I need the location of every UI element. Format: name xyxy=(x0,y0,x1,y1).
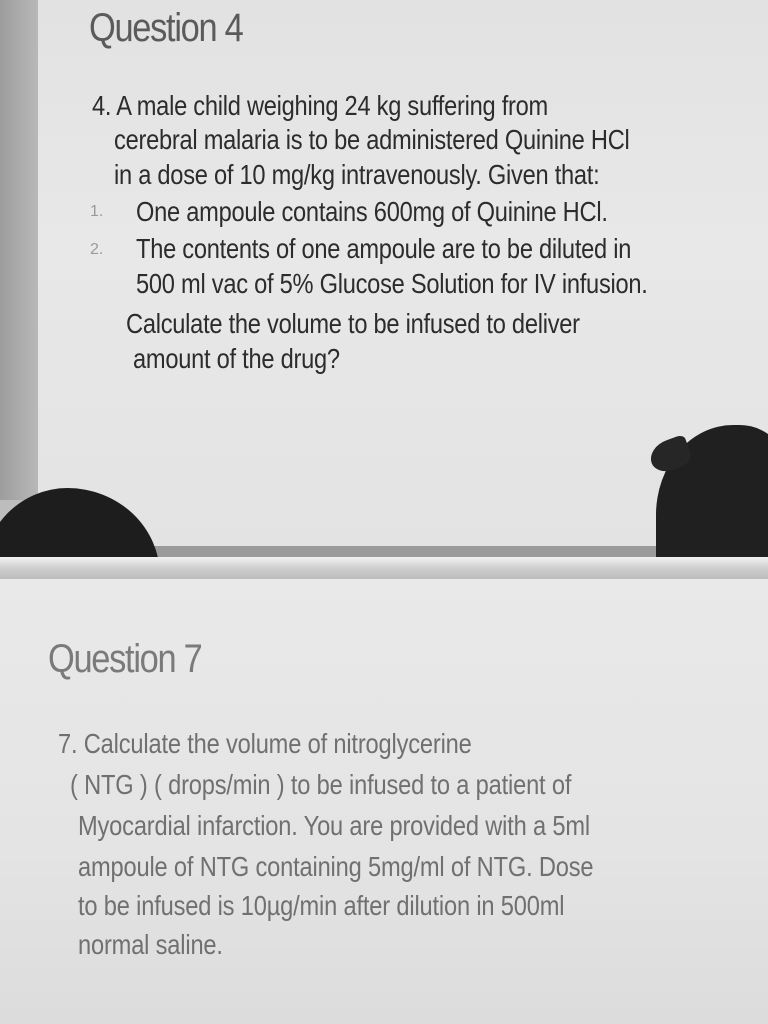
given-item-1-number: 1. xyxy=(90,203,104,220)
screen-top-edge xyxy=(0,557,768,579)
question-7-heading: Question 7 xyxy=(48,637,202,681)
question-7-line-3: Myocardial infarction. You are provided with a 5ml xyxy=(78,810,590,841)
question-7-line-2: ( NTG ) ( drops/min ) to be infused to a patient of xyxy=(70,769,572,800)
question-4-heading: Question 4 xyxy=(89,6,243,50)
question-4-ask-line-1: Calculate the volume to be infused to deliver xyxy=(126,308,580,339)
question-4-line-1: 4. A male child weighing 24 kg suffering from xyxy=(92,90,548,121)
wall-edge xyxy=(0,0,38,500)
question-7-line-6: normal saline. xyxy=(78,929,223,960)
question-7-line-4: ampoule of NTG containing 5mg/ml of NTG. Dose xyxy=(78,851,594,882)
question-4-ask-line-2: amount of the drug? xyxy=(133,343,340,374)
given-item-2-line-2: 500 ml vac of 5% Glucose Solution for IV infusion. xyxy=(136,268,648,299)
given-item-2-line-1: The contents of one ampoule are to be diluted in xyxy=(136,233,632,264)
question-7-line-1: 7. Calculate the volume of nitroglycerine xyxy=(58,728,472,759)
question-4-line-2: cerebral malaria is to be administered Quinine HCl xyxy=(114,124,630,155)
given-item-2-number: 2. xyxy=(90,241,104,258)
question-4-line-3: in a dose of 10 mg/kg intravenously. Given that: xyxy=(114,159,600,190)
photo-question-7 xyxy=(0,557,768,1024)
given-item-1-text: One ampoule contains 600mg of Quinine HCl. xyxy=(136,196,608,227)
question-7-line-5: to be infused is 10µg/min after dilution in 500ml xyxy=(78,890,565,921)
